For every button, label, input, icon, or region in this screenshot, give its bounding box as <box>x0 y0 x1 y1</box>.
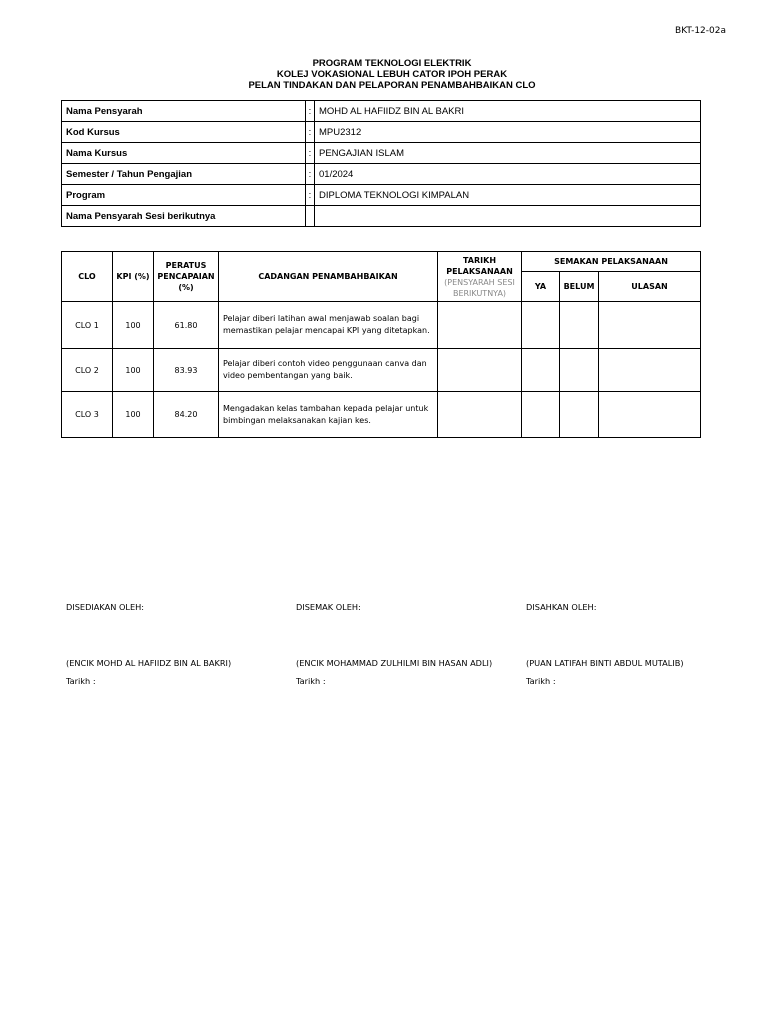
cell-cadangan: Pelajar diberi latihan awal menjawab soalan bagi memastikan pelajar mencapai KPI yang ditetapkan. <box>219 302 438 349</box>
info-label: Program <box>62 185 306 206</box>
cell-clo: CLO 2 <box>62 349 113 392</box>
clo-improvement-table <box>61 251 701 438</box>
header-clo: CLO <box>62 252 113 302</box>
cell-belum <box>560 349 599 392</box>
document-reference: BKT-12-02a <box>675 26 726 36</box>
info-value: 01/2024 <box>315 164 701 185</box>
header-semakan: SEMAKAN PELAKSANAAN <box>522 252 701 272</box>
cell-cadangan: Mengadakan kelas tambahan kepada pelajar untuk bimbingan melaksanakan kajian kes. <box>219 392 438 438</box>
signature-date: Tarikh : <box>526 676 556 686</box>
header-tarikh <box>438 252 522 302</box>
signature-name: (ENCIK MOHAMMAD ZULHILMI BIN HASAN ADLI) <box>296 658 493 668</box>
signature-name: (PUAN LATIFAH BINTI ABDUL MUTALIB) <box>526 658 684 668</box>
table-row <box>62 392 701 438</box>
info-colon: : <box>306 164 315 185</box>
info-row-lecturer <box>62 101 701 122</box>
info-label: Kod Kursus <box>62 122 306 143</box>
info-label: Nama Pensyarah <box>62 101 306 122</box>
header-tarikh-sub: (PENSYARAH SESI BERIKUTNYA) <box>444 277 515 298</box>
info-row-next-lecturer <box>62 206 701 227</box>
info-label: Nama Kursus <box>62 143 306 164</box>
info-row-course-code <box>62 122 701 143</box>
header-ya: YA <box>522 272 560 302</box>
cell-clo: CLO 3 <box>62 392 113 438</box>
cell-tarikh <box>438 302 522 349</box>
cell-kpi: 100 <box>113 302 154 349</box>
info-row-semester <box>62 164 701 185</box>
cell-belum <box>560 392 599 438</box>
cell-belum <box>560 302 599 349</box>
cell-peratus: 61.80 <box>154 302 219 349</box>
info-colon: : <box>306 143 315 164</box>
signature-role: DISAHKAN OLEH: <box>526 602 597 612</box>
info-row-program <box>62 185 701 206</box>
info-colon: : <box>306 122 315 143</box>
table-row <box>62 349 701 392</box>
info-value: MPU2312 <box>315 122 701 143</box>
info-colon: : <box>306 185 315 206</box>
heading-college: KOLEJ VOKASIONAL LEBUH CATOR IPOH PERAK <box>276 69 508 80</box>
info-value <box>315 206 701 227</box>
header-tarikh-label: TARIKH PELAKSANAAN <box>446 255 513 276</box>
cell-ulasan <box>599 302 701 349</box>
cell-kpi: 100 <box>113 392 154 438</box>
signature-date: Tarikh : <box>66 676 96 686</box>
document-heading <box>0 58 768 91</box>
info-colon: : <box>306 101 315 122</box>
heading-title: PELAN TINDAKAN DAN PELAPORAN PENAMBAHBAIKAN CLO <box>248 80 536 91</box>
cell-ya <box>522 392 560 438</box>
cell-cadangan: Pelajar diberi contoh video penggunaan canva dan video pembentangan yang baik. <box>219 349 438 392</box>
cell-ya <box>522 349 560 392</box>
info-colon <box>306 206 315 227</box>
course-info-table <box>61 100 701 227</box>
info-value: DIPLOMA TEKNOLOGI KIMPALAN <box>315 185 701 206</box>
info-label: Nama Pensyarah Sesi berikutnya <box>62 206 306 227</box>
heading-program: PROGRAM TEKNOLOGI ELEKTRIK <box>312 58 472 69</box>
header-belum: BELUM <box>560 272 599 302</box>
header-peratus: PERATUS PENCAPAIAN (%) <box>154 252 219 302</box>
header-ulasan: ULASAN <box>599 272 701 302</box>
header-kpi: KPI (%) <box>113 252 154 302</box>
info-value: MOHD AL HAFIIDZ BIN AL BAKRI <box>315 101 701 122</box>
info-value: PENGAJIAN ISLAM <box>315 143 701 164</box>
cell-peratus: 84.20 <box>154 392 219 438</box>
info-row-course-name <box>62 143 701 164</box>
signature-name: (ENCIK MOHD AL HAFIIDZ BIN AL BAKRI) <box>66 658 232 668</box>
cell-ulasan <box>599 392 701 438</box>
cell-tarikh <box>438 349 522 392</box>
signature-role: DISEDIAKAN OLEH: <box>66 602 145 612</box>
cell-ya <box>522 302 560 349</box>
cell-peratus: 83.93 <box>154 349 219 392</box>
header-cadangan: CADANGAN PENAMBAHBAIKAN <box>219 252 438 302</box>
cell-ulasan <box>599 349 701 392</box>
info-label: Semester / Tahun Pengajian <box>62 164 306 185</box>
cell-tarikh <box>438 392 522 438</box>
signature-date: Tarikh : <box>296 676 326 686</box>
cell-clo: CLO 1 <box>62 302 113 349</box>
cell-kpi: 100 <box>113 349 154 392</box>
signature-role: DISEMAK OLEH: <box>296 602 361 612</box>
table-row <box>62 302 701 349</box>
